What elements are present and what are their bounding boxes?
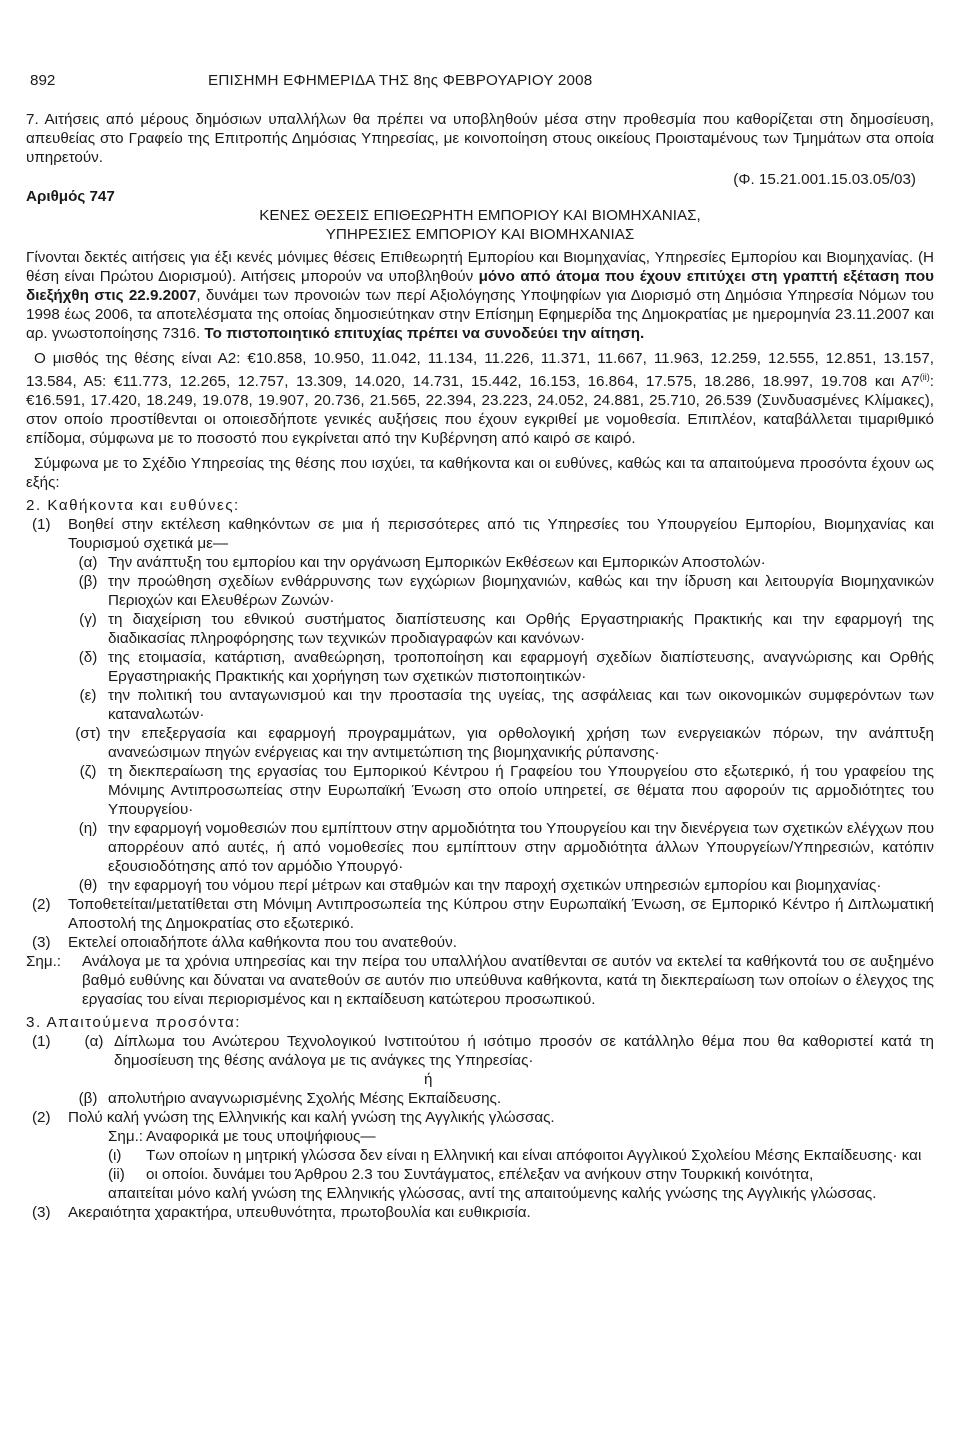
file-reference: (Φ. 15.21.001.15.03.05/03) (733, 171, 916, 188)
duty-item-3 (26, 933, 934, 952)
notice-number: Αριθμός 747 (26, 188, 115, 205)
notice-bold-text: μόνο από άτομα που έχουν επιτύχει στη γραπτή εξέταση που διεξήχθη στις 22.9.2007 (26, 268, 934, 304)
notice-heading-line-1: ΚΕΝΕΣ ΘΕΣΕΙΣ ΕΠΙΘΕΩΡΗΤΗ ΕΜΠΟΡΙΟΥ ΚΑΙ ΒΙΟΜΗΧΑΝΙΑΣ, (259, 207, 701, 224)
item-label: (2) (32, 896, 51, 914)
duty-subitem (26, 648, 934, 686)
subitem-label: (η) (78, 820, 98, 838)
duty-subitem (26, 553, 934, 572)
language-exception-item (26, 1146, 934, 1165)
subitem-label: (β) (78, 573, 98, 591)
notice-text: Γίνονται δεκτές αιτήσεις για έξι κενές μόνιμες θέσεις Επιθεωρητή Εμπορίου και Βιομηχανίας, Υπηρεσίες Εμπορίου και Βιομηχανίας. (Η θέση είναι Πρώτου Διορισμού). Αιτήσεις μπορούν να υποβληθούν (26, 249, 934, 285)
subitem-text: την εφαρμογή νομοθεσιών που εμπίπτουν στην αρμοδιότητα του Υπουργείου και την διενέργεια των σχετικών ελέγχων που απορρέουν από αυτές, ή από νομοθεσίες που εμπίπτουν στην αρμοδιότητα άλλων Υπουργείων/Υπηρεσιών, κατόπιν εξουσιοδότησης από τον αρμόδιο Υπουργό· (108, 820, 934, 876)
subitem-label: (ζ) (79, 763, 97, 781)
subitem-label: (ii) (108, 1166, 125, 1184)
qualifications-title: 3. Απαιτούμενα προσόντα: (26, 1014, 242, 1032)
subitem-label: (α) (78, 554, 98, 572)
duty-subitem (26, 686, 934, 724)
service-plan-paragraph: Σύμφωνα με το Σχέδιο Υπηρεσίας της θέσης που ισχύει, τα καθήκοντα και οι ευθύνες, καθώς και τα απαιτούμενα προσόντα έχουν ως εξής: (26, 455, 934, 492)
qualification-3 (26, 1203, 934, 1222)
item-text: απολυτήριο αναγνωρισμένης Σχολής Μέσης Εκπαίδευσης. (108, 1090, 502, 1108)
page-number: 892 (30, 72, 56, 89)
duty-subitem (26, 762, 934, 819)
duty-subitem (26, 819, 934, 876)
item-label: (1) (32, 1033, 51, 1051)
item-label: (2) (32, 1109, 51, 1127)
salary-footnote-mark: (ii) (919, 372, 930, 382)
item-label: (1) (32, 516, 51, 534)
paragraph-7: 7. Αιτήσεις από μέρους δημόσιων υπαλλήλων θα πρέπει να υποβληθούν μέσα στην προθεσμία που καθορίζεται στη δημοσίευση, απευθείας στο Γραφείο της Επιτροπής Δημόσιας Υπηρεσίας, με κοινοποίηση στους οικείους Προισταμένους των Τμημάτων στα οποία υπηρετούν. (26, 111, 934, 166)
duty-subitem (26, 572, 934, 610)
subitem-label: (ι) (108, 1147, 122, 1165)
salary-paragraph (26, 349, 934, 448)
item-text: Εκτελεί οποιαδήποτε άλλα καθήκοντα που του ανατεθούν. (68, 934, 457, 952)
duty-subitem (26, 724, 934, 762)
note-text: Αναφορικά με τους υποψήφιους— (146, 1128, 376, 1146)
duties-title: 2. Καθήκοντα και ευθύνες: (26, 497, 240, 515)
notice-text-cont: , δυνάμει των προνοιών των περί Αξιολόγησης Υποψηφίων για Διορισμό στη Δημόσια Υπηρεσία Νόμων του 1998 έως 2006, τα αποτελέσματα της οποίας δημοσιεύτηκαν στην Επίσημη Εφημερίδα της Δημοκρατίας με ημερομηνία 23.11.2007 και αρ. γνωστοποίησης 7316. (26, 287, 934, 342)
notice-paragraph (26, 248, 934, 343)
subitem-text: την προώθηση σχεδίων ενθάρρυνσης των εγχώριων βιομηχανιών, καθώς και την ίδρυση και λειτουργία Βιομηχανικών Περιοχών και Ελευθέρων Ζωνών· (108, 573, 934, 610)
item-label: (3) (32, 1204, 51, 1222)
page-header (30, 72, 930, 94)
salary-text: Ο μισθός της θέσης είναι Α2: €10.858, 10.950, 11.042, 11.134, 11.226, 11.371, 11.667, 11.963, 12.259, 12.555, 12.851, 13.157, 13.584, Α5: €11.773, 12.265, 12.757, 13.309, 14.020, 14.731, 15.442, 16.153, 16.864, 17.575, 18.286, 18.997, 19.708 και Α7 (26, 350, 934, 391)
subitem-text: τη διεκπεραίωση της εργασίας του Εμπορικού Κέντρου ή Γραφείου του Υπουργείου στο εξωτερικό, ή του γραφείου της Μόνιμης Αντιπροσωπείας στην Ευρωπαϊκή Ένωση στο οποίο υπηρετεί, σε θέματα που αφορούν τις αρμοδιότητες του Υπουργείου· (108, 763, 934, 819)
subitem-label: (στ) (75, 725, 101, 743)
subitem-text: Των οποίων η μητρική γλώσσα δεν είναι η Ελληνική και είναι απόφοιτοι Αγγλικού Σχολείου Μέσης Εκπαίδευσης· και (146, 1147, 922, 1165)
or-separator: ή (424, 1071, 433, 1089)
subitem-text: την επεξεργασία και εφαρμογή προγραμμάτων, για ορθολογική χρήση των ενεργειακών πόρων, την ανάπτυξη ανανεώσιμων πηγών ενέργειας και την αντιμετώπιση της βιομηχανικής ρύπανσης· (108, 725, 934, 762)
subitem-text: την εφαρμογή του νόμου περί μέτρων και σταθμών και την παροχή σχετικών υπηρεσιών εμπορίου και βιομηχανίας· (108, 877, 882, 895)
subitem-label: (β) (78, 1090, 98, 1108)
item-text: Πολύ καλή γνώση της Ελληνικής και καλή γνώση της Αγγλικής γλώσσας. (68, 1109, 555, 1127)
certificate-requirement: Το πιστοποιητικό επιτυχίας πρέπει να συνοδεύει την αίτηση. (204, 325, 645, 342)
subitem-label: (γ) (79, 611, 97, 629)
subitem-text: οι οποίοι. δυνάμει του Άρθρου 2.3 του Συντάγματος, επέλεξαν να ανήκουν στην Τουρκική κοινότητα, (146, 1166, 814, 1184)
language-exceptions (26, 1146, 934, 1184)
subitem-label: (ε) (79, 687, 97, 705)
qualification-1a (26, 1032, 934, 1070)
salary-text-cont: : €16.591, 17.420, 18.249, 19.078, 19.907, 20.736, 21.565, 22.394, 23.223, 24.052, 24.881, 25.710, 26.539 (Συνδυασμένες Κλίμακες), στον οποίο προστίθενται οι οποιεσδήποτε γενικές αυξήσεις που έχουν εγκριθεί με νομοθεσία. Επιπλέον, καταβάλλεται τιμαριθμικό επίδομα, σύμφωνα με το ποσοστό που εγκρίνεται από την Κυβέρνηση από καιρό σε καιρό. (26, 373, 934, 448)
duty-item-1 (26, 515, 934, 553)
note-label: Σημ.: (26, 953, 62, 971)
subitem-label: (θ) (78, 877, 98, 895)
duty-subitem (26, 876, 934, 895)
item-text: Τοποθετείται/μετατίθεται στη Μόνιμη Αντιπροσωπεία της Κύπρου στην Ευρωπαϊκή Ένωση, σε Εμπορικό Κέντρο ή Διπλωματική Αποστολή της Δημοκρατίας στο εξωτερικό. (68, 896, 934, 933)
language-exception-item (26, 1165, 934, 1184)
subitem-label: (α) (84, 1033, 104, 1051)
subitem-text: Την ανάπτυξη του εμπορίου και την οργάνωση Εμπορικών Εκθέσεων και Εμπορικών Αποστολών· (108, 554, 766, 572)
subitem-text: την πολιτική του ανταγωνισμού και την προστασία της υγείας, της ασφάλειας και των οικονομικών συμφερόντων των καταναλωτών· (108, 687, 934, 724)
note-label: Σημ.: (108, 1128, 144, 1146)
duty-subitems (26, 553, 934, 895)
page-body (26, 110, 934, 1222)
note-text: Ανάλογα με τα χρόνια υπηρεσίας και την πείρα του υπαλλήλου ανατίθενται σε αυτόν να εκτελεί τα καθήκοντά του σε αυξημένο βαθμό ευθύνης και δύναται να ανατεθούν σε αυτόν πιο υπεύθυνα καθήκοντα, κατά τη διεκπεραίωση των οποίων ο έλεγχος της εργασίας του είναι περιορισμένος και η εκπαίδευση κατώτερου προσωπικού. (82, 953, 934, 1009)
language-requirement: απαιτείται μόνο καλή γνώση της Ελληνικής γλώσσας, αντί της απαιτούμενης καλής γνώσης της Αγγλικής γλώσσας. (108, 1185, 877, 1203)
item-text: Βοηθεί στην εκτέλεση καθηκόντων σε μια ή περισσότερες από τις Υπηρεσίες του Υπουργείου Εμπορίου, Βιομηχανίας και Τουρισμού σχετικά με— (68, 516, 934, 553)
item-text: Δίπλωμα του Ανώτερου Τεχνολογικού Ινστιτούτου ή ισότιμο προσόν σε κατάλληλο θέμα που θα καθοριστεί κατά τη δημοσίευση της θέσης ανάλογα με τις ανάγκες της Υπηρεσίας· (114, 1033, 934, 1070)
duties-note (26, 952, 934, 1009)
notice-heading-line-2: ΥΠΗΡΕΣΙΕΣ ΕΜΠΟΡΙΟΥ ΚΑΙ ΒΙΟΜΗΧΑΝΙΑΣ (325, 226, 635, 243)
duty-subitem (26, 610, 934, 648)
gazette-title: ΕΠΙΣΗΜΗ ΕΦΗΜΕΡΙΔΑ ΤΗΣ 8ης ΦΕΒΡΟΥΑΡΙΟΥ 2008 (208, 72, 593, 89)
subitem-text: τη διαχείριση του εθνικού συστήματος διαπίστευσης και Ορθής Εργαστηριακής Πρακτικής και την εφαρμογή της διαδικασίας πληροφόρησης των τεχνικών προδιαγραφών και κανόνων· (108, 611, 934, 648)
item-label: (3) (32, 934, 51, 952)
qualification-2-note (26, 1127, 934, 1146)
duty-item-2 (26, 895, 934, 933)
qualification-1b (26, 1089, 934, 1108)
qualification-2 (26, 1108, 934, 1127)
item-text: Ακεραιότητα χαρακτήρα, υπευθυνότητα, πρωτοβουλία και ευθικρισία. (68, 1204, 531, 1222)
subitem-label: (δ) (78, 649, 98, 667)
subitem-text: της ετοιμασία, κατάρτιση, αναθεώρηση, τροποποίηση και εφαρμογή σχεδίων διαπίστευσης, αναγνώρισης και Ορθής Εργαστηριακής Πρακτικής και χορήγηση των σχετικών πιστοποιητικών· (108, 649, 934, 686)
